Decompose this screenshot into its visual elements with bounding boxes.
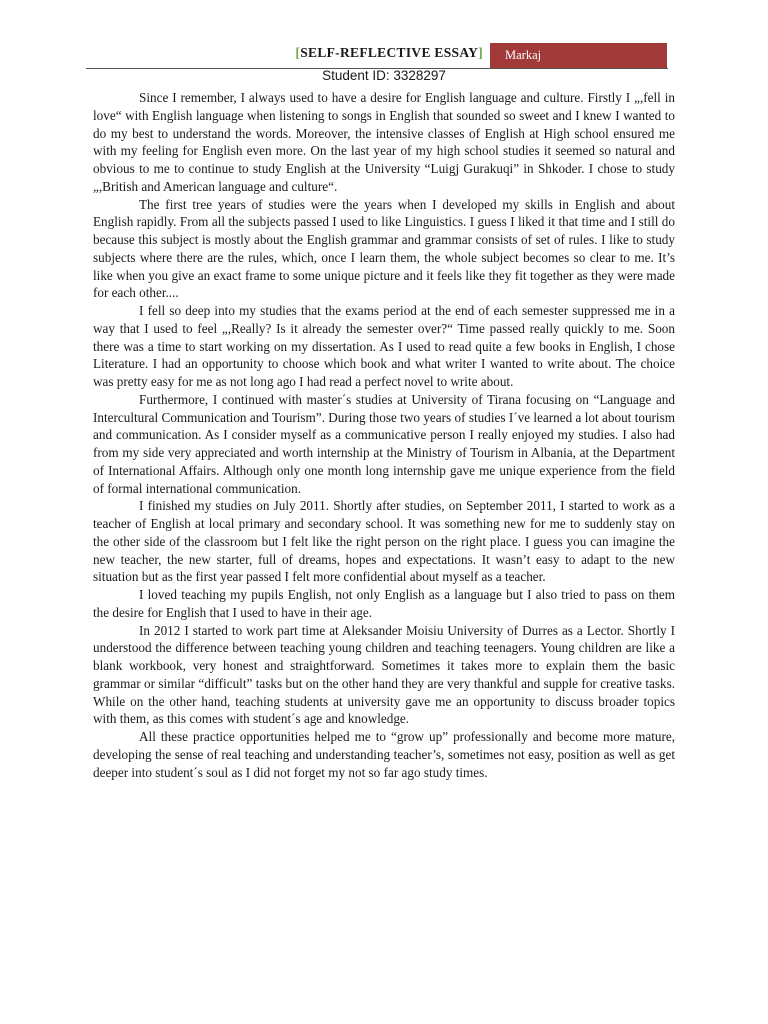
author-badge: Markaj <box>490 43 667 68</box>
paragraph-3: I fell so deep into my studies that the exams period at the end of each semester suppressed me in a way that I used to feel „,Really? Is it already the semester over?“ Time passed really quickly to me. Soon there was a time to start working on my dissertation. As I used to read quite a few books in English, I chose Literature. I had an opportunity to choose which book and what writer I wanted to write about. The choice was pretty easy for me as not long ago I had read a perfect novel to write about. <box>93 303 675 389</box>
paragraph-8: All these practice opportunities helped me to “grow up” professionally and become more mature, developing the sense of real teaching and understanding teacher’s, sometimes not easy, position as well as get deeper into student´s soul as I did not forget my not so far ago study times. <box>93 729 675 780</box>
title-bracket-open: [ <box>295 45 301 60</box>
paragraph-1: Since I remember, I always used to have a desire for English language and culture. Firstly I „,fell in love“ with English language when listening to songs in English that sounded so sweet and I knew I wanted to do my best to understand the words. Moreover, the intensive classes of English at High school ensured me with my feeling for English even more. On the last year of my high school studies it seemed so natural and obvious to me to continue to study English at the University “Luigj Gurakuqi” in Shkoder. I chose to study „,British and American language and culture“. <box>93 90 675 194</box>
paragraph-6: I loved teaching my pupils English, not only English as a language but I also tried to pass on them the desire for English that I used to have in their age. <box>93 587 675 620</box>
paragraph-5: I finished my studies on July 2011. Shortly after studies, on September 2011, I started to work as a teacher of English at local primary and secondary school. It was something new for me to suddenly stay on the other side of the classroom but I felt like the right person on the right place. I guess you can imagine the new teacher, the new starter, full of dreams, hopes and expectations. It wasn’t easy to adapt to the new situation but as the first year passed I felt more confidential about myself as a teacher. <box>93 498 675 585</box>
title-text: SELF-REFLECTIVE ESSAY <box>300 45 479 60</box>
paragraph-2: The first tree years of studies were the years when I developed my skills in English and about English rapidly. From all the subjects passed I used to like Linguistics. I guess I liked it that time and I still do because this subject is mostly about the English grammar and grammar consists of set of rules. I like to study subjects where there are the rules, which, once I learn them, the whole subject becomes so clear to me. It’s like when you give an exact frame to some unique picture and it feels like they fit together as they were made for each other.... <box>93 196 675 301</box>
page-header <box>0 43 768 69</box>
essay-body <box>93 89 675 781</box>
student-id: Student ID: 3328297 <box>322 68 446 83</box>
title-bracket-close: ] <box>478 45 483 60</box>
paragraph-7: In 2012 I started to work part time at Aleksander Moisiu University of Durres as a Lector. Shortly I understood the difference between teaching young children and teaching teenagers. Young children are like a blank workbook, very honest and straightforward. Sometimes it takes more to explain them the basic grammar or similar “difficult” tasks but on the other hand they are very thankful and supple for creative tasks. While on the other hand, teaching students at university gave me an opportunity to discuss broader topics with them, as this comes with student´s age and knowledge. <box>93 622 675 727</box>
essay-title <box>295 45 483 61</box>
paragraph-4: Furthermore, I continued with master´s studies at University of Tirana focusing on “Language and Intercultural Communication and Tourism”. During those two years of studies I´ve learned a lot about tourism and communication. As I consider myself as a communicative person I really enjoyed my studies. I also had from my side very appreciated and worth internship at the Ministry of Tourism in Albania, at the Department of International Affairs. Although only one month long internship gave me unique experience from the field of formal international communication. <box>93 391 675 496</box>
